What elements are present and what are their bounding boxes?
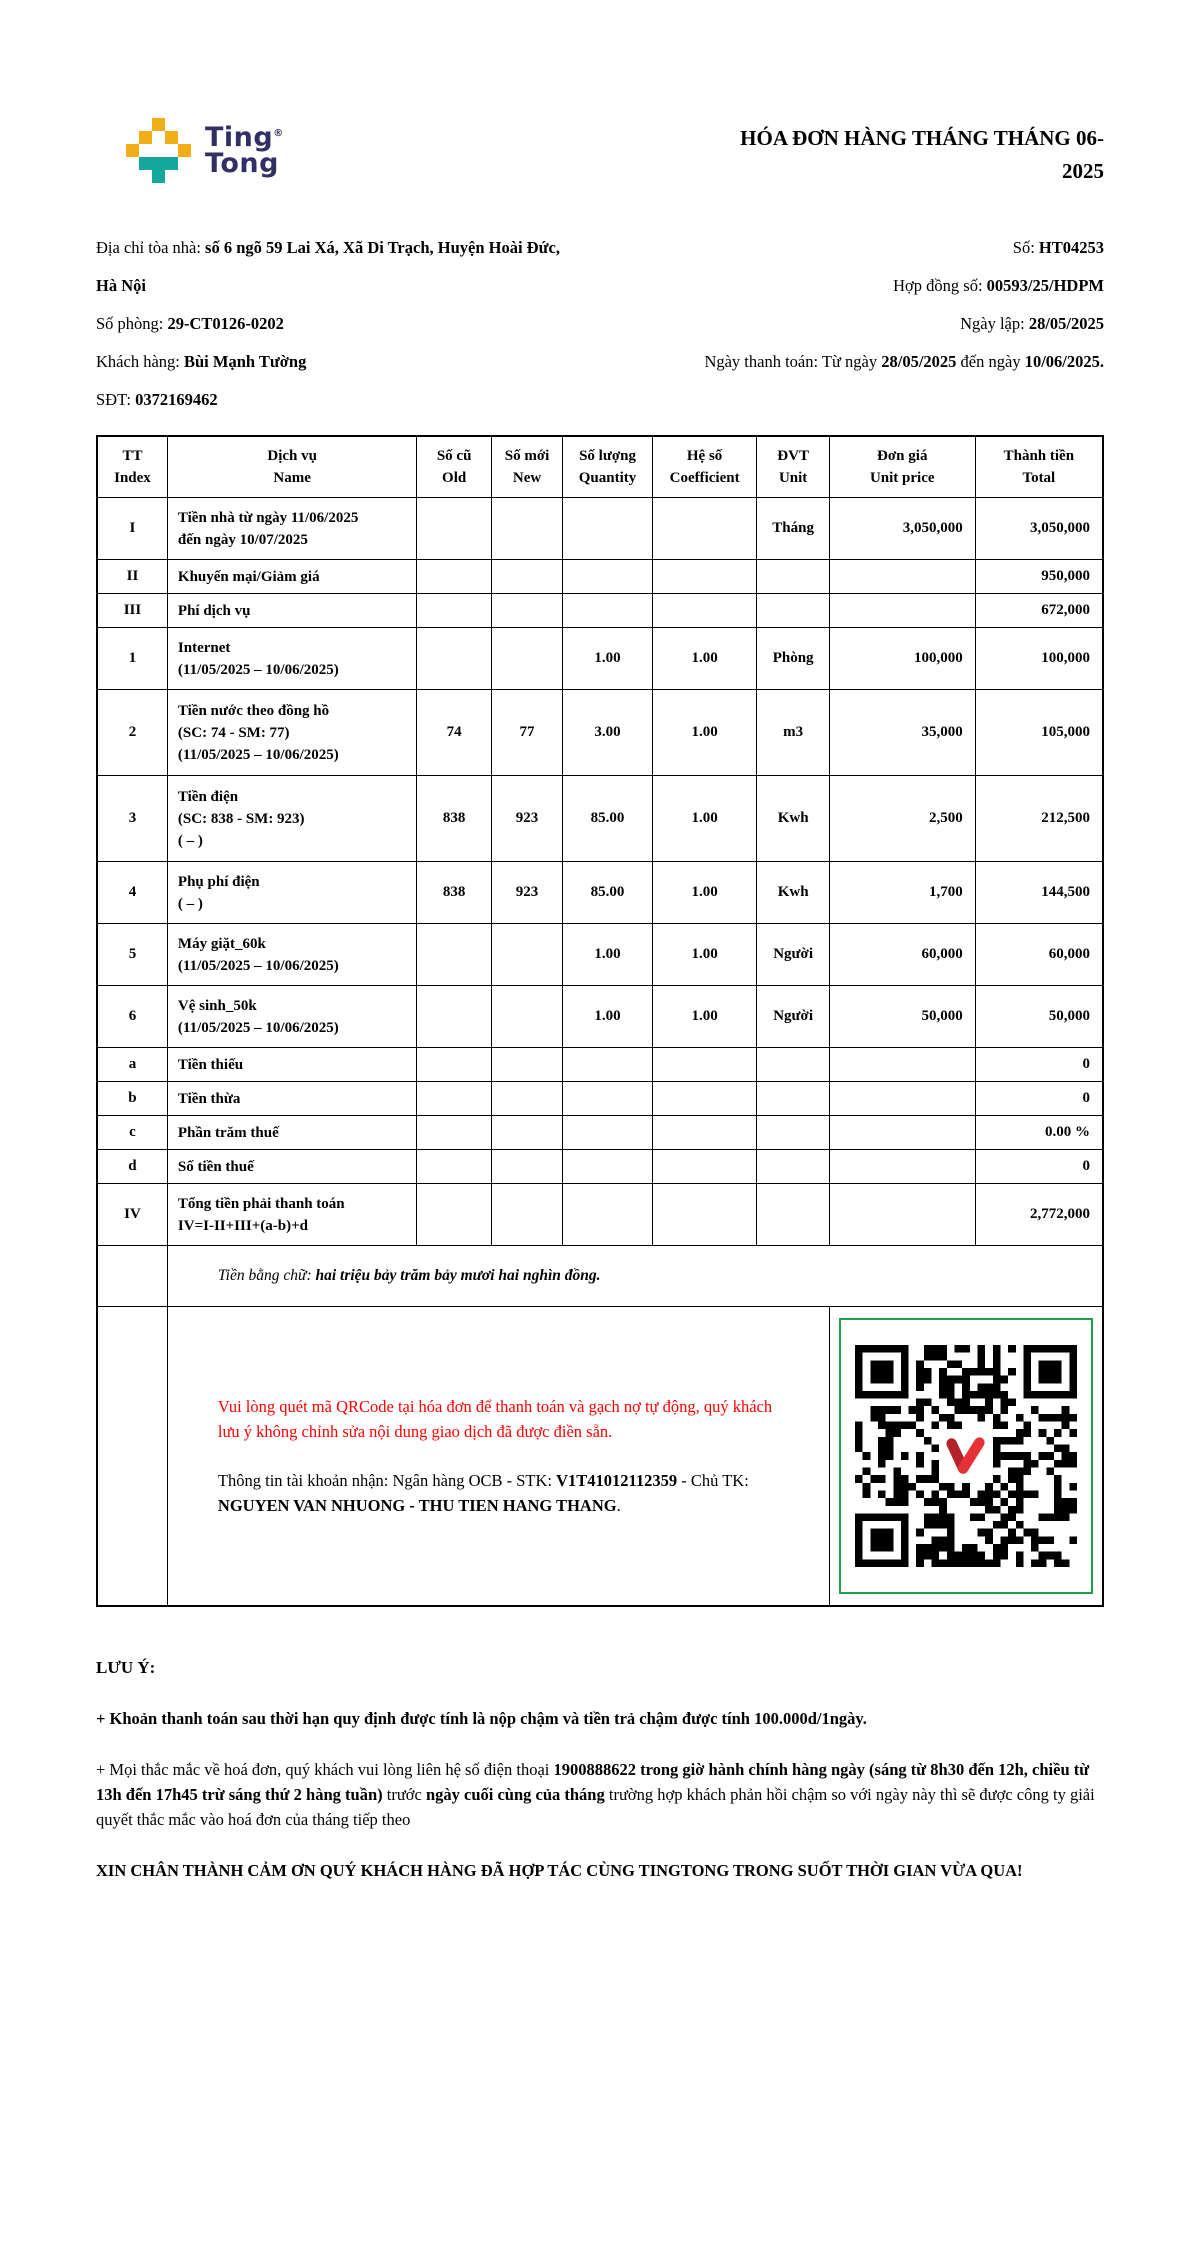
table-row bbox=[97, 498, 1103, 560]
row-old-reading bbox=[417, 1184, 491, 1246]
row-service-name: Tiền thừa bbox=[167, 1082, 417, 1116]
row-quantity bbox=[563, 1082, 653, 1116]
row-index: c bbox=[97, 1116, 167, 1150]
row-unit-price: 35,000 bbox=[829, 690, 975, 776]
building-address: Địa chỉ tòa nhà: số 6 ngõ 59 Lai Xá, Xã Di Trạch, Huyện Hoài Đức, Hà Nội bbox=[96, 238, 560, 296]
row-service-name: Số tiền thuế bbox=[167, 1150, 417, 1184]
table-row bbox=[97, 1184, 1103, 1246]
row-coefficient: 1.00 bbox=[652, 862, 757, 924]
row-new-reading bbox=[491, 924, 562, 986]
row-unit-price: 50,000 bbox=[829, 986, 975, 1048]
row-new-reading bbox=[491, 1116, 562, 1150]
row-unit: Tháng bbox=[757, 498, 829, 560]
row-service-name: Phụ phí điện ( – ) bbox=[167, 862, 417, 924]
row-unit-price: 100,000 bbox=[829, 628, 975, 690]
column-header: Số lượng Quantity bbox=[563, 436, 653, 498]
row-old-reading: 74 bbox=[417, 690, 491, 776]
customer-phone: SĐT: 0372169462 bbox=[96, 390, 218, 410]
row-service-name: Máy giặt_60k (11/05/2025 – 10/06/2025) bbox=[167, 924, 417, 986]
row-unit-price: 60,000 bbox=[829, 924, 975, 986]
row-service-name: Tiền thiếu bbox=[167, 1048, 417, 1082]
row-new-reading bbox=[491, 594, 562, 628]
table-row bbox=[97, 986, 1103, 1048]
row-unit-price: 3,050,000 bbox=[829, 498, 975, 560]
row-quantity: 1.00 bbox=[563, 924, 653, 986]
row-total: 100,000 bbox=[975, 628, 1103, 690]
row-new-reading bbox=[491, 1150, 562, 1184]
row-quantity bbox=[563, 560, 653, 594]
table-row bbox=[97, 1116, 1103, 1150]
row-quantity bbox=[563, 594, 653, 628]
column-header: ĐVT Unit bbox=[757, 436, 829, 498]
row-coefficient bbox=[652, 560, 757, 594]
row-total: 672,000 bbox=[975, 594, 1103, 628]
row-index: d bbox=[97, 1150, 167, 1184]
qr-code-frame bbox=[839, 1318, 1093, 1594]
tingtong-logo-icon bbox=[126, 118, 191, 183]
row-quantity bbox=[563, 498, 653, 560]
row-coefficient bbox=[652, 1048, 757, 1082]
row-quantity: 3.00 bbox=[563, 690, 653, 776]
hotline-note: + Mọi thắc mắc về hoá đơn, quý khách vui lòng liên hệ số điện thoại 1900888622 trong giờ hành chính hàng ngày (sáng từ 8h30 đến 12h, chiều từ 13h đến 17h45 trừ sáng thứ 2 hàng tuần) trước ngày cuối cùng của tháng trường hợp khách phản hồi chậm so với ngày này thì sẽ được công ty giải quyết thắc mắc vào hoá đơn của tháng tiếp theo bbox=[96, 1760, 1095, 1830]
table-header-row bbox=[97, 436, 1103, 498]
row-total: 3,050,000 bbox=[975, 498, 1103, 560]
row-index: III bbox=[97, 594, 167, 628]
row-coefficient: 1.00 bbox=[652, 776, 757, 862]
row-new-reading bbox=[491, 1184, 562, 1246]
row-unit bbox=[757, 1082, 829, 1116]
row-service-name: Internet (11/05/2025 – 10/06/2025) bbox=[167, 628, 417, 690]
row-total: 105,000 bbox=[975, 690, 1103, 776]
contract-number: Hợp đồng số: 00593/25/HDPM bbox=[893, 276, 1104, 296]
row-coefficient: 1.00 bbox=[652, 986, 757, 1048]
column-header: TT Index bbox=[97, 436, 167, 498]
row-unit: Kwh bbox=[757, 862, 829, 924]
row-index: 5 bbox=[97, 924, 167, 986]
invoice-info bbox=[96, 229, 1104, 419]
row-new-reading bbox=[491, 628, 562, 690]
row-quantity bbox=[563, 1048, 653, 1082]
row-unit: Kwh bbox=[757, 776, 829, 862]
row-index: 4 bbox=[97, 862, 167, 924]
footer-notes bbox=[96, 1655, 1104, 1883]
row-unit-price bbox=[829, 1150, 975, 1184]
row-quantity: 1.00 bbox=[563, 628, 653, 690]
row-index: 2 bbox=[97, 690, 167, 776]
row-unit bbox=[757, 1184, 829, 1246]
column-header: Thành tiền Total bbox=[975, 436, 1103, 498]
row-old-reading: 838 bbox=[417, 776, 491, 862]
row-index: II bbox=[97, 560, 167, 594]
table-row bbox=[97, 1082, 1103, 1116]
row-unit bbox=[757, 1048, 829, 1082]
row-old-reading bbox=[417, 1116, 491, 1150]
row-quantity bbox=[563, 1184, 653, 1246]
row-quantity: 85.00 bbox=[563, 776, 653, 862]
row-unit bbox=[757, 594, 829, 628]
row-index: 1 bbox=[97, 628, 167, 690]
row-new-reading bbox=[491, 1048, 562, 1082]
row-quantity: 1.00 bbox=[563, 986, 653, 1048]
row-index: b bbox=[97, 1082, 167, 1116]
thank-you-note: XIN CHÂN THÀNH CẢM ƠN QUÝ KHÁCH HÀNG ĐÃ HỢP TÁC CÙNG TINGTONG TRONG SUỐT THỜI GIAN VỪA QUA! bbox=[96, 1861, 1023, 1881]
row-total: 0 bbox=[975, 1150, 1103, 1184]
row-unit-price bbox=[829, 560, 975, 594]
bank-account-info: Thông tin tài khoản nhận: Ngân hàng OCB - STK: V1T41012112359 - Chủ TK: NGUYEN VAN NHUONG - THU TIEN HANG THANG. bbox=[217, 1471, 749, 1516]
row-service-name: Tổng tiền phải thanh toán IV=I-II+III+(a-b)+d bbox=[167, 1184, 417, 1246]
empty-index-cell bbox=[97, 1246, 167, 1307]
row-unit-price bbox=[829, 1116, 975, 1150]
row-service-name: Tiền nhà từ ngày 11/06/2025 đến ngày 10/07/2025 bbox=[167, 498, 417, 560]
row-coefficient bbox=[652, 1116, 757, 1150]
row-total: 0.00 % bbox=[975, 1116, 1103, 1150]
row-new-reading: 923 bbox=[491, 862, 562, 924]
amount-in-words: Tiền bằng chữ: hai triệu bảy trăm bảy mươi hai nghìn đồng. bbox=[167, 1246, 1103, 1307]
row-total: 0 bbox=[975, 1048, 1103, 1082]
qr-row bbox=[97, 1307, 1103, 1607]
row-total: 60,000 bbox=[975, 924, 1103, 986]
row-total: 50,000 bbox=[975, 986, 1103, 1048]
row-index: 6 bbox=[97, 986, 167, 1048]
row-coefficient bbox=[652, 1150, 757, 1184]
row-quantity: 85.00 bbox=[563, 862, 653, 924]
notes-title: LƯU Ý: bbox=[96, 1658, 156, 1678]
column-header: Số mới New bbox=[491, 436, 562, 498]
row-unit bbox=[757, 1150, 829, 1184]
row-index: 3 bbox=[97, 776, 167, 862]
row-old-reading bbox=[417, 986, 491, 1048]
row-total: 2,772,000 bbox=[975, 1184, 1103, 1246]
column-header: Đơn giá Unit price bbox=[829, 436, 975, 498]
row-unit-price bbox=[829, 594, 975, 628]
issue-date: Ngày lập: 28/05/2025 bbox=[960, 314, 1104, 334]
table-row bbox=[97, 776, 1103, 862]
payment-period: Ngày thanh toán: Từ ngày 28/05/2025 đến ngày 10/06/2025. bbox=[704, 352, 1104, 372]
row-total: 144,500 bbox=[975, 862, 1103, 924]
invoice-table bbox=[96, 435, 1104, 1607]
row-coefficient bbox=[652, 594, 757, 628]
row-index: I bbox=[97, 498, 167, 560]
row-old-reading bbox=[417, 498, 491, 560]
row-new-reading: 77 bbox=[491, 690, 562, 776]
row-service-name: Vệ sinh_50k (11/05/2025 – 10/06/2025) bbox=[167, 986, 417, 1048]
row-coefficient: 1.00 bbox=[652, 628, 757, 690]
row-old-reading bbox=[417, 594, 491, 628]
column-header: Số cũ Old bbox=[417, 436, 491, 498]
row-coefficient: 1.00 bbox=[652, 924, 757, 986]
amount-in-words-row bbox=[97, 1246, 1103, 1307]
row-unit: Người bbox=[757, 986, 829, 1048]
payment-instructions bbox=[167, 1307, 829, 1607]
qr-code bbox=[855, 1345, 1077, 1567]
row-coefficient bbox=[652, 1082, 757, 1116]
row-service-name: Phí dịch vụ bbox=[167, 594, 417, 628]
header bbox=[96, 112, 1104, 187]
row-service-name: Phần trăm thuế bbox=[167, 1116, 417, 1150]
invoice-table-body bbox=[97, 498, 1103, 1607]
table-row bbox=[97, 628, 1103, 690]
row-old-reading bbox=[417, 560, 491, 594]
row-total: 0 bbox=[975, 1082, 1103, 1116]
row-unit-price bbox=[829, 1048, 975, 1082]
table-row bbox=[97, 924, 1103, 986]
row-unit: Người bbox=[757, 924, 829, 986]
row-old-reading bbox=[417, 924, 491, 986]
row-coefficient bbox=[652, 498, 757, 560]
row-index: a bbox=[97, 1048, 167, 1082]
table-row bbox=[97, 560, 1103, 594]
late-payment-note: + Khoản thanh toán sau thời hạn quy định được tính là nộp chậm và tiền trả chậm được tính 100.000d/1ngày. bbox=[96, 1709, 867, 1729]
table-row bbox=[97, 690, 1103, 776]
row-coefficient: 1.00 bbox=[652, 690, 757, 776]
row-service-name: Tiền nước theo đồng hồ (SC: 74 - SM: 77) (11/05/2025 – 10/06/2025) bbox=[167, 690, 417, 776]
column-header: Hệ số Coefficient bbox=[652, 436, 757, 498]
table-row bbox=[97, 1150, 1103, 1184]
row-old-reading bbox=[417, 1150, 491, 1184]
customer-name: Khách hàng: Bùi Mạnh Tường bbox=[96, 352, 307, 372]
row-unit: Phòng bbox=[757, 628, 829, 690]
row-quantity bbox=[563, 1116, 653, 1150]
row-old-reading bbox=[417, 628, 491, 690]
row-unit bbox=[757, 1116, 829, 1150]
invoice-number: Số: HT04253 bbox=[1012, 238, 1104, 258]
row-unit bbox=[757, 560, 829, 594]
row-unit-price bbox=[829, 1184, 975, 1246]
tingtong-logo bbox=[126, 118, 284, 183]
table-row bbox=[97, 594, 1103, 628]
table-row bbox=[97, 1048, 1103, 1082]
row-new-reading bbox=[491, 498, 562, 560]
row-unit-price: 1,700 bbox=[829, 862, 975, 924]
row-new-reading: 923 bbox=[491, 776, 562, 862]
row-new-reading bbox=[491, 1082, 562, 1116]
column-header: Dịch vụ Name bbox=[167, 436, 417, 498]
row-index: IV bbox=[97, 1184, 167, 1246]
row-old-reading: 838 bbox=[417, 862, 491, 924]
room-number: Số phòng: 29-CT0126-0202 bbox=[96, 314, 284, 334]
row-unit-price bbox=[829, 1082, 975, 1116]
row-service-name: Khuyến mại/Giảm giá bbox=[167, 560, 417, 594]
row-unit-price: 2,500 bbox=[829, 776, 975, 862]
row-unit: m3 bbox=[757, 690, 829, 776]
row-total: 950,000 bbox=[975, 560, 1103, 594]
row-old-reading bbox=[417, 1082, 491, 1116]
row-quantity bbox=[563, 1150, 653, 1184]
invoice-title: HÓA ĐƠN HÀNG THÁNG THÁNG 06- 2025 bbox=[740, 126, 1104, 183]
row-new-reading bbox=[491, 560, 562, 594]
row-new-reading bbox=[491, 986, 562, 1048]
row-coefficient bbox=[652, 1184, 757, 1246]
table-row bbox=[97, 862, 1103, 924]
row-service-name: Tiền điện (SC: 838 - SM: 923) ( – ) bbox=[167, 776, 417, 862]
tingtong-logo-text: Ting® Tong bbox=[205, 121, 284, 179]
empty-index-cell bbox=[97, 1307, 167, 1607]
row-old-reading bbox=[417, 1048, 491, 1082]
qr-scan-warning: Vui lòng quét mã QRCode tại hóa đơn để thanh toán và gạch nợ tự động, quý khách lưu ý không chỉnh sửa nội dung giao dịch đã được điền sẵn. bbox=[217, 1397, 773, 1442]
qr-code-cell bbox=[829, 1307, 1103, 1607]
row-total: 212,500 bbox=[975, 776, 1103, 862]
